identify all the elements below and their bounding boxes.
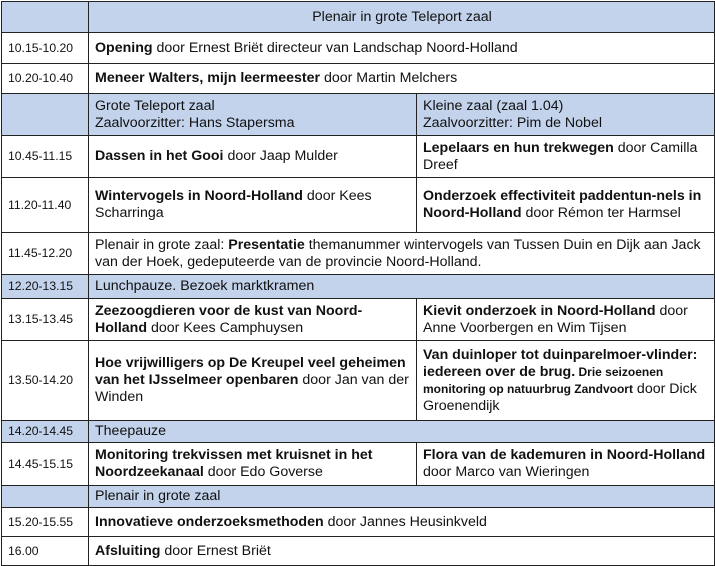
session-title: Onderzoek effectiviteit paddentun-nels in Noord-Holland	[423, 188, 702, 221]
session-speaker: door Dick Groenendijk	[423, 380, 697, 414]
header-row	[2, 2, 715, 33]
time-cell: 10.15-10.20	[2, 33, 89, 64]
time-cell: 11.20-11.40	[2, 178, 89, 233]
time-cell: 10.45-11.15	[2, 136, 89, 178]
table-row	[2, 508, 715, 537]
time-cell: 13.15-13.45	[2, 299, 89, 341]
room-left-name: Grote Teleport zaal	[95, 97, 215, 114]
time-cell: 11.45-12.20	[2, 233, 89, 275]
session-speaker: door Ernest Briët directeur van Landschap Noord-Holland	[152, 39, 518, 56]
session-title: Wintervogels in Noord-Holland	[95, 188, 303, 204]
session-left	[89, 136, 417, 178]
plenary-label: Plenair in grote zaal	[89, 486, 715, 508]
session-speaker: door Kees Scharringa	[95, 188, 372, 221]
session-title: Meneer Walters, mijn leermeester	[95, 70, 320, 86]
table-row	[2, 233, 715, 275]
session-speaker: door Anne Voorbergen en Wim Tijsen	[423, 302, 688, 336]
time-cell	[2, 486, 89, 508]
session-cell	[89, 233, 715, 275]
session-right	[417, 341, 715, 421]
room-left-chair: Zaalvoorzitter: Hans Stapersma	[95, 114, 295, 131]
table-row	[2, 33, 715, 64]
session-speaker: door Jan van der Winden	[95, 372, 409, 405]
session-left	[89, 178, 417, 233]
session-cell	[89, 537, 715, 566]
session-title: Van duinloper tot duinparelmoer-vlinder: iedereen over de brug.	[423, 346, 698, 380]
session-cell	[89, 64, 715, 94]
session-speaker: door Camilla Dreef	[423, 139, 698, 173]
session-speaker: door Kees Camphuysen	[147, 319, 304, 336]
rooms-time-cell	[2, 94, 89, 136]
session-speaker: door Ernest Briët	[160, 542, 271, 559]
session-right	[417, 136, 715, 178]
session-subtitle: Drie seizoenen monitoring op natuurbrug Zandvoort	[423, 364, 664, 396]
table-row	[2, 136, 715, 178]
rooms-row	[2, 94, 715, 136]
break-row	[2, 275, 715, 299]
session-speaker: door Rémon ter Harmsel	[521, 205, 681, 221]
session-description: themanummer wintervogels van Tussen Duin en Dijk aan Jack van der Hoek, gedeputeerde van de provincie Noord-Holland.	[95, 236, 701, 270]
table-row	[2, 537, 715, 566]
time-cell: 15.20-15.55	[2, 508, 89, 537]
program-table	[1, 1, 715, 566]
room-left	[89, 94, 417, 136]
session-left	[89, 299, 417, 341]
time-cell: 12.20-13.15	[2, 275, 89, 299]
time-cell: 14.45-15.15	[2, 443, 89, 486]
session-title: Presentatie	[228, 236, 305, 253]
session-speaker: door Marco van Wieringen	[423, 464, 590, 480]
break-label: Lunchpauze. Bezoek marktkramen	[89, 275, 715, 299]
session-left	[89, 443, 417, 486]
session-title: Lepelaars en hun trekwegen	[423, 139, 614, 156]
table-row	[2, 443, 715, 486]
session-title: Afsluiting	[95, 542, 161, 559]
session-title: Flora van de kademuren in Noord-Holland	[423, 447, 706, 463]
table-row	[2, 341, 715, 421]
session-left	[89, 341, 417, 421]
time-cell: 14.20-14.45	[2, 421, 89, 443]
session-cell	[89, 508, 715, 537]
header-title: Plenair in grote Teleport zaal	[89, 2, 715, 33]
session-title: Hoe vrijwilligers op De Kreupel veel geheimen van het IJsselmeer openbaren	[95, 355, 406, 388]
plenary-row	[2, 486, 715, 508]
session-prefix: Plenair in grote zaal:	[95, 236, 229, 253]
room-right-name: Kleine zaal (zaal 1.04)	[423, 97, 564, 114]
time-cell: 13.50-14.20	[2, 341, 89, 421]
session-right	[417, 178, 715, 233]
session-speaker: door Martin Melchers	[320, 70, 458, 86]
session-title: Innovatieve onderzoeksmethoden	[95, 513, 324, 530]
session-speaker: door Jaap Mulder	[223, 148, 338, 164]
session-speaker: door Edo Goverse	[203, 464, 323, 480]
table-row	[2, 178, 715, 233]
session-cell	[89, 33, 715, 64]
table-row	[2, 299, 715, 341]
session-title: Opening	[95, 39, 153, 56]
room-right-chair: Zaalvoorzitter: Pim de Nobel	[423, 114, 602, 131]
session-title: Zeezoogdieren voor de kust van Noord-Holland	[95, 302, 363, 336]
time-cell: 10.20-10.40	[2, 64, 89, 94]
header-time-cell	[2, 2, 89, 33]
table-row	[2, 64, 715, 94]
time-cell: 16.00	[2, 537, 89, 566]
session-right	[417, 299, 715, 341]
session-title: Kievit onderzoek in Noord-Holland	[423, 302, 656, 319]
session-speaker: door Jannes Heusinkveld	[323, 513, 487, 530]
session-title: Monitoring trekvissen met kruisnet in het Noordzeekanaal	[95, 447, 373, 480]
session-title: Dassen in het Gooi	[95, 148, 224, 164]
session-right	[417, 443, 715, 486]
room-right	[417, 94, 715, 136]
break-label: Theepauze	[89, 421, 715, 443]
break-row	[2, 421, 715, 443]
